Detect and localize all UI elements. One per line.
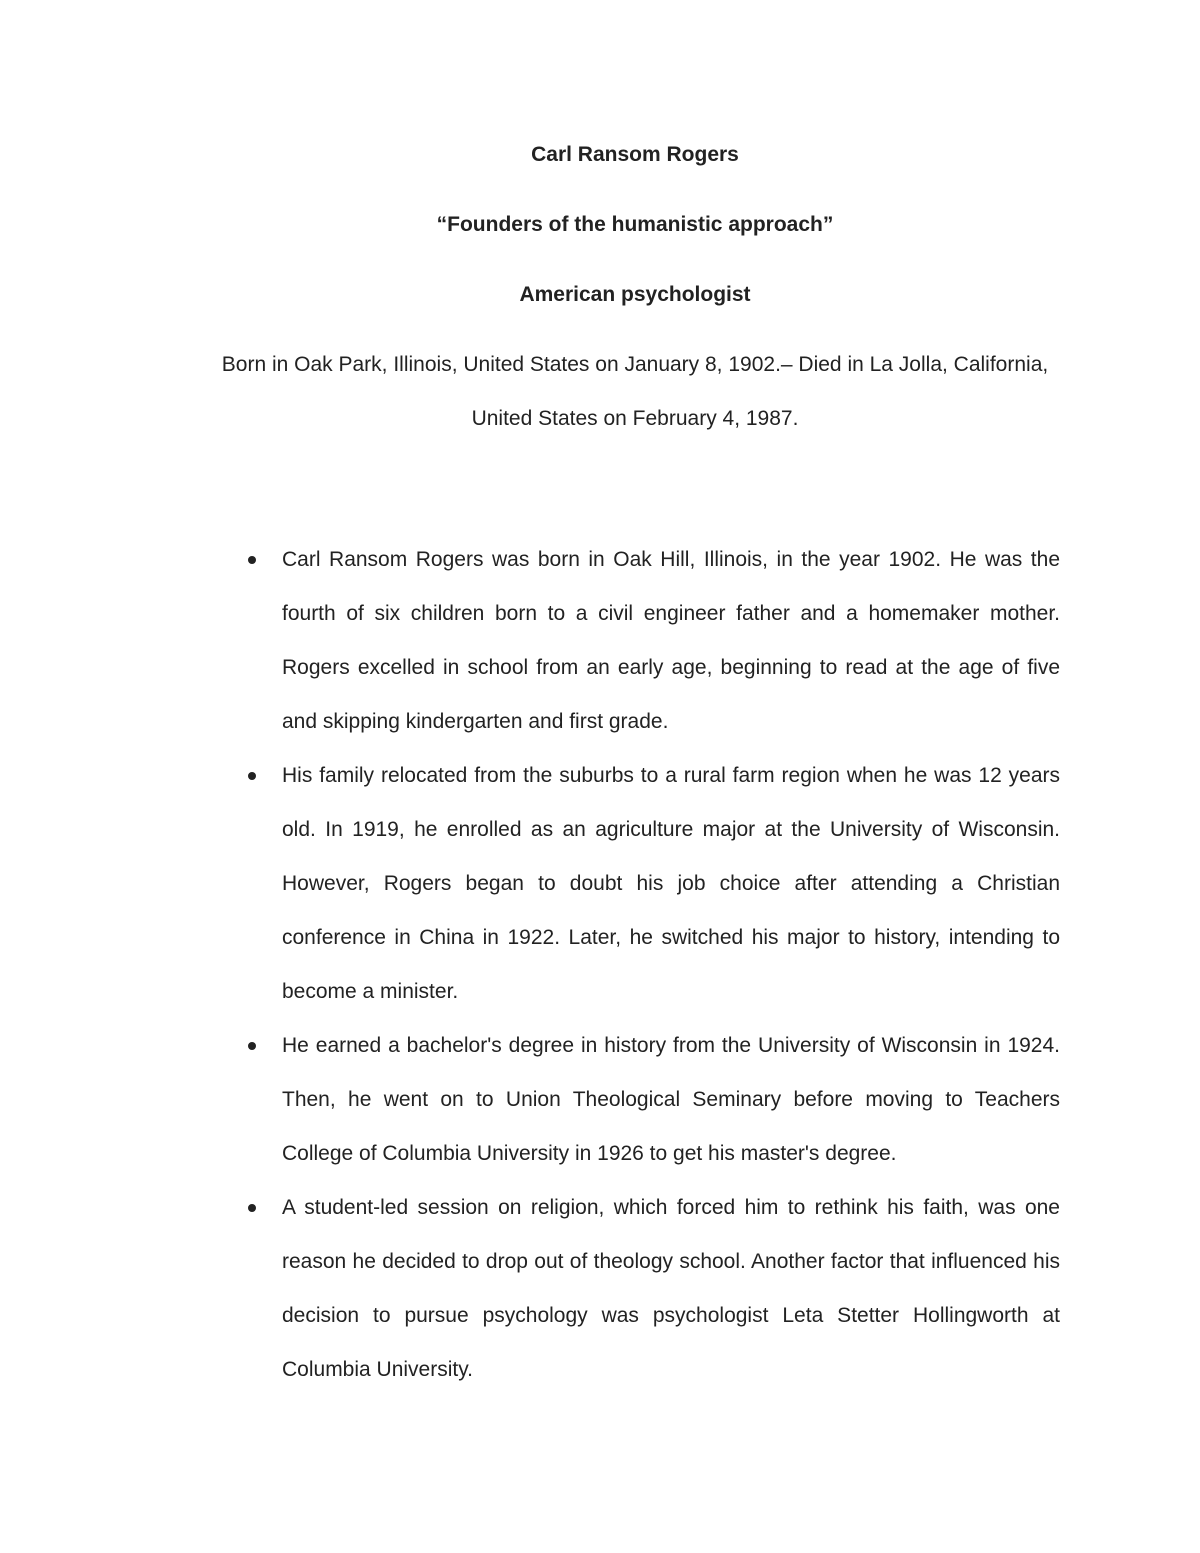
document-title: Carl Ransom Rogers xyxy=(531,143,739,166)
list-item xyxy=(282,1181,1060,1397)
document-subtitle: “Founders of the humanistic approach” xyxy=(436,213,834,236)
bullet-list xyxy=(282,533,1060,1397)
bullet-icon xyxy=(248,556,256,564)
document-role: American psychologist xyxy=(519,283,751,306)
birth-death-line: Born in Oak Park, Illinois, United States on January 8, 1902.– Died in La Jolla, California, United States on February 4, 1987. xyxy=(221,353,1049,430)
bullet-icon xyxy=(248,1042,256,1050)
list-item-text: He earned a bachelor's degree in history from the University of Wisconsin in 1924. Then, he went on to Union Theological Seminary before moving to Teachers College of Columbia University in 1926 to get his master's degree. xyxy=(282,1034,1060,1165)
list-item-text: Carl Ransom Rogers was born in Oak Hill, Illinois, in the year 1902. He was the fourth of six children born to a civil engineer father and a homemaker mother. Rogers excelled in school from an early age, beginning to read at the age of five and skipping kindergarten and first grade. xyxy=(282,548,1060,733)
list-item xyxy=(282,533,1060,749)
list-item-text: His family relocated from the suburbs to a rural farm region when he was 12 years old. In 1919, he enrolled as an agriculture major at the University of Wisconsin. However, Rogers began to doubt his job choice after attending a Christian conference in China in 1922. Later, he switched his major to history, intending to become a minister. xyxy=(282,764,1060,1003)
list-item xyxy=(282,1019,1060,1181)
bullet-icon xyxy=(248,772,256,780)
list-item xyxy=(282,749,1060,1019)
list-item-text: A student-led session on religion, which forced him to rethink his faith, was one reason he decided to drop out of theology school. Another factor that influenced his decision to pursue psychology was psychologist Leta Stetter Hollingworth at Columbia University. xyxy=(282,1196,1060,1381)
bullet-icon xyxy=(248,1204,256,1212)
